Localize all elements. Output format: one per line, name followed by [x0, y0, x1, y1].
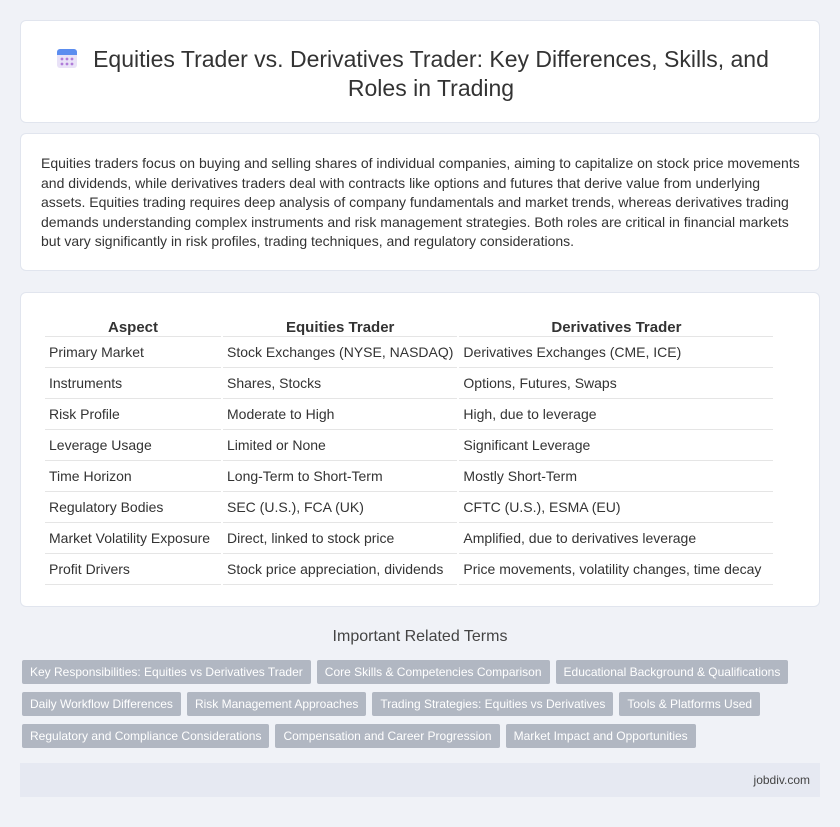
table-cell: Regulatory Bodies: [45, 492, 221, 523]
related-term-tag[interactable]: Risk Management Approaches: [187, 692, 366, 716]
table-cell: Leverage Usage: [45, 430, 221, 461]
table-row: [45, 368, 773, 399]
related-terms-tags: [22, 660, 812, 748]
table-cell: Instruments: [45, 368, 221, 399]
footer-site-link[interactable]: jobdiv.com: [753, 773, 810, 787]
table-cell: High, due to leverage: [459, 399, 773, 430]
table-row: [45, 461, 773, 492]
header-card: [20, 20, 820, 123]
table-cell: Moderate to High: [223, 399, 457, 430]
intro-paragraph: Equities traders focus on buying and selling shares of individual companies, aiming to capitalize on stock price movements and dividends, while derivatives traders deal with contracts like options and futures that derive value from underlying assets. Equities trading requires deep analysis of company fundamentals and market trends, whereas derivatives trading demands understanding complex instruments and risk management strategies. Both roles are critical in financial markets but vary significantly in risk profiles, trading techniques, and regulatory considerations.: [41, 155, 800, 250]
related-term-tag[interactable]: Educational Background & Qualifications: [556, 660, 789, 684]
header-derivatives-trader: Derivatives Trader: [459, 315, 773, 337]
related-term-tag[interactable]: Regulatory and Compliance Considerations: [22, 724, 269, 748]
table-cell: SEC (U.S.), FCA (UK): [223, 492, 457, 523]
table-cell: Stock price appreciation, dividends: [223, 554, 457, 585]
table-row: [45, 492, 773, 523]
comparison-table: [43, 315, 775, 585]
header-equities-trader: Equities Trader: [223, 315, 457, 337]
table-cell: Profit Drivers: [45, 554, 221, 585]
table-cell: Price movements, volatility changes, time decay: [459, 554, 773, 585]
footer: [20, 763, 820, 797]
table-cell: Time Horizon: [45, 461, 221, 492]
related-term-tag[interactable]: Core Skills & Competencies Comparison: [317, 660, 550, 684]
related-term-tag[interactable]: Tools & Platforms Used: [619, 692, 760, 716]
table-cell: Direct, linked to stock price: [223, 523, 457, 554]
comparison-table-card: [20, 292, 820, 607]
table-cell: Significant Leverage: [459, 430, 773, 461]
table-cell: Options, Futures, Swaps: [459, 368, 773, 399]
table-cell: Primary Market: [45, 337, 221, 368]
table-cell: Shares, Stocks: [223, 368, 457, 399]
table-cell: Derivatives Exchanges (CME, ICE): [459, 337, 773, 368]
table-row: [45, 430, 773, 461]
page-title: Equities Trader vs. Derivatives Trader: Key Differences, Skills, and Roles in Trading: [93, 46, 769, 101]
related-term-tag[interactable]: Compensation and Career Progression: [275, 724, 499, 748]
table-cell: CFTC (U.S.), ESMA (EU): [459, 492, 773, 523]
header-aspect: Aspect: [45, 315, 221, 337]
table-cell: Mostly Short-Term: [459, 461, 773, 492]
table-row: [45, 337, 773, 368]
table-cell: Market Volatility Exposure: [45, 523, 221, 554]
table-cell: Long-Term to Short-Term: [223, 461, 457, 492]
table-cell: Stock Exchanges (NYSE, NASDAQ): [223, 337, 457, 368]
related-term-tag[interactable]: Market Impact and Opportunities: [506, 724, 696, 748]
table-cell: Risk Profile: [45, 399, 221, 430]
table-cell: Amplified, due to derivatives leverage: [459, 523, 773, 554]
table-row: [45, 399, 773, 430]
table-header-row: [45, 315, 773, 337]
related-term-tag[interactable]: Key Responsibilities: Equities vs Derivatives Trader: [22, 660, 311, 684]
intro-card: [20, 133, 820, 271]
related-terms-title: Important Related Terms: [332, 628, 508, 645]
related-term-tag[interactable]: Trading Strategies: Equities vs Derivatives: [372, 692, 613, 716]
table-cell: Limited or None: [223, 430, 457, 461]
related-term-tag[interactable]: Daily Workflow Differences: [22, 692, 181, 716]
table-row: [45, 523, 773, 554]
table-row: [45, 554, 773, 585]
